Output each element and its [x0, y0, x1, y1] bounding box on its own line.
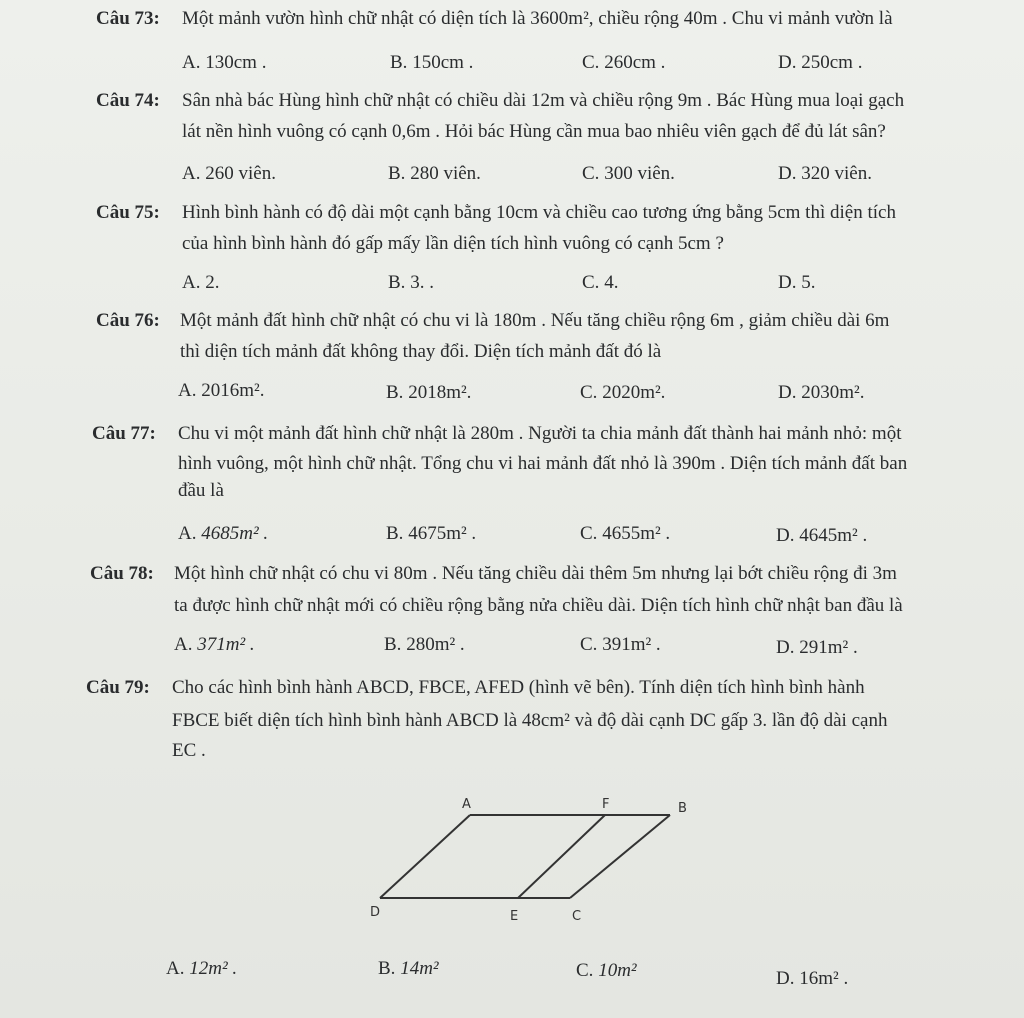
question-label: Câu 76:	[96, 310, 160, 331]
option-d[interactable]	[776, 968, 848, 990]
question-text-line: đầu là	[178, 480, 224, 501]
option-b[interactable]	[388, 163, 481, 185]
option-a[interactable]	[182, 272, 219, 294]
option-d[interactable]	[778, 52, 862, 74]
option-letter: C.	[580, 523, 598, 544]
option-a[interactable]	[178, 523, 268, 545]
question-text-line: lát nền hình vuông có cạnh 0,6m . Hỏi bác Hùng cần mua bao nhiêu viên gạch để đủ lát sân?	[182, 121, 886, 142]
option-a[interactable]	[182, 163, 276, 185]
option-text: 130cm .	[205, 52, 267, 73]
option-letter: A.	[182, 52, 201, 73]
option-text: 280 viên.	[410, 163, 481, 184]
label-a: A	[462, 797, 471, 812]
option-letter: B.	[390, 52, 408, 73]
option-letter: C.	[582, 272, 600, 293]
option-text: 300 viên.	[604, 163, 675, 184]
option-text: 2018m².	[408, 382, 472, 403]
option-letter: D.	[778, 52, 797, 73]
option-letter: C.	[582, 163, 600, 184]
question-label: Câu 73:	[96, 8, 160, 29]
option-letter: D.	[778, 272, 797, 293]
question-text-line: của hình bình hành đó gấp mấy lần diện tích hình vuông có cạnh 5cm ?	[182, 233, 724, 254]
label-b: B	[678, 801, 687, 816]
option-text: 260 viên.	[205, 163, 276, 184]
label-c: C	[572, 909, 582, 924]
option-c[interactable]	[582, 52, 665, 74]
option-c[interactable]	[582, 272, 618, 294]
option-letter: D.	[776, 968, 795, 989]
option-letter: D.	[776, 525, 795, 546]
question-text-line: thì diện tích mảnh đất không thay đổi. Diện tích mảnh đất đó là	[180, 341, 662, 362]
option-letter: C.	[576, 960, 594, 981]
question-label: Câu 79:	[86, 677, 150, 698]
option-letter: B.	[384, 634, 402, 655]
edge-bc	[570, 815, 670, 898]
question-text-line: Một mảnh vườn hình chữ nhật có diện tích là 3600m², chiều rộng 40m . Chu vi mảnh vườn là	[182, 8, 893, 29]
option-letter: B.	[388, 272, 406, 293]
option-text: 2.	[205, 272, 220, 293]
option-text: 320 viên.	[801, 163, 872, 184]
option-text: 12m² .	[189, 958, 238, 979]
option-text: 10m²	[598, 960, 637, 981]
option-letter: B.	[378, 958, 396, 979]
option-letter: A.	[182, 272, 201, 293]
option-text: 260cm .	[604, 52, 666, 73]
option-a[interactable]	[174, 634, 255, 656]
option-text: 150cm .	[412, 52, 474, 73]
option-b[interactable]	[386, 382, 471, 404]
option-c[interactable]	[582, 163, 675, 185]
option-letter: C.	[580, 634, 598, 655]
option-d[interactable]	[778, 163, 872, 185]
question-text-line: hình vuông, một hình chữ nhật. Tổng chu vi hai mảnh đất nhỏ là 390m . Diện tích mảnh đất ban	[178, 453, 908, 474]
option-letter: A.	[178, 523, 197, 544]
option-letter: A.	[174, 634, 193, 655]
question-label: Câu 78:	[90, 563, 154, 584]
option-b[interactable]	[386, 523, 476, 545]
option-text: 4.	[604, 272, 619, 293]
option-text: 250cm .	[801, 52, 863, 73]
question-text-line: Chu vi một mảnh đất hình chữ nhật là 280m . Người ta chia mảnh đất thành hai mảnh nhỏ: một	[178, 423, 902, 444]
option-text: 2020m².	[602, 382, 666, 403]
option-d[interactable]	[776, 525, 867, 547]
option-a[interactable]	[166, 958, 237, 980]
question-text-line: Hình bình hành có độ dài một cạnh bằng 10cm và chiều cao tương ứng bằng 5cm thì diện tích	[182, 202, 896, 223]
question-label: Câu 77:	[92, 423, 156, 444]
label-d: D	[370, 905, 381, 920]
option-b[interactable]	[388, 272, 434, 294]
question-text-line: Cho các hình bình hành ABCD, FBCE, AFED (hình vẽ bên). Tính diện tích hình bình hành	[172, 677, 865, 698]
question-text-line: ta được hình chữ nhật mới có chiều rộng bằng nửa chiều dài. Diện tích hình chữ nhật ban đầu là	[174, 595, 903, 616]
option-text: 391m² .	[602, 634, 661, 655]
option-c[interactable]	[580, 523, 670, 545]
option-b[interactable]	[390, 52, 473, 74]
option-a[interactable]	[178, 380, 264, 402]
option-letter: D.	[776, 637, 795, 658]
option-b[interactable]	[378, 958, 439, 980]
label-e: E	[510, 909, 519, 924]
option-c[interactable]	[580, 634, 661, 656]
option-text: 4645m² .	[799, 525, 868, 546]
option-text: 4655m² .	[602, 523, 671, 544]
option-text: 280m² .	[406, 634, 465, 655]
question-text-line: EC .	[172, 740, 206, 761]
option-text: 291m² .	[799, 637, 858, 658]
option-letter: A.	[182, 163, 201, 184]
option-letter: C.	[582, 52, 600, 73]
option-text: 16m² .	[799, 968, 849, 989]
label-f: F	[602, 797, 610, 812]
option-letter: B.	[388, 163, 406, 184]
option-text: 5.	[801, 272, 816, 293]
option-c[interactable]	[576, 960, 637, 982]
option-c[interactable]	[580, 382, 665, 404]
option-text: 14m²	[400, 958, 439, 979]
question-label: Câu 74:	[96, 90, 160, 111]
option-text: 3. .	[410, 272, 434, 293]
option-d[interactable]	[776, 637, 858, 659]
option-letter: D.	[778, 382, 797, 403]
parallelogram-figure	[360, 790, 700, 930]
question-text-line: FBCE biết diện tích hình bình hành ABCD là 48cm² và độ dài cạnh DC gấp 3. lần độ dài cạnh	[172, 710, 888, 731]
option-text: 4675m² .	[408, 523, 477, 544]
option-text: 371m² .	[197, 634, 255, 655]
option-d[interactable]	[778, 272, 815, 294]
edge-ad	[380, 815, 470, 898]
option-text: 4685m² .	[201, 523, 269, 544]
option-text: 2016m².	[201, 380, 265, 401]
question-label: Câu 75:	[96, 202, 160, 223]
question-text-line: Một hình chữ nhật có chu vi 80m . Nếu tăng chiều dài thêm 5m nhưng lại bớt chiều rộng đi 3m	[174, 563, 897, 584]
edge-fe	[518, 815, 605, 898]
option-a[interactable]	[182, 52, 266, 74]
option-b[interactable]	[384, 634, 465, 656]
question-text-line: Sân nhà bác Hùng hình chữ nhật có chiều dài 12m và chiều rộng 9m . Bác Hùng mua loại gạch	[182, 90, 905, 111]
question-text-line: Một mảnh đất hình chữ nhật có chu vi là 180m . Nếu tăng chiều rộng 6m , giảm chiều dài 6m	[180, 310, 890, 331]
option-letter: D.	[778, 163, 797, 184]
parallelogram-diagram	[360, 790, 700, 930]
option-letter: A.	[178, 380, 197, 401]
option-letter: B.	[386, 382, 404, 403]
option-letter: A.	[166, 958, 185, 979]
option-letter: B.	[386, 523, 404, 544]
option-text: 2030m².	[801, 382, 865, 403]
option-letter: C.	[580, 382, 598, 403]
option-d[interactable]	[778, 382, 864, 404]
